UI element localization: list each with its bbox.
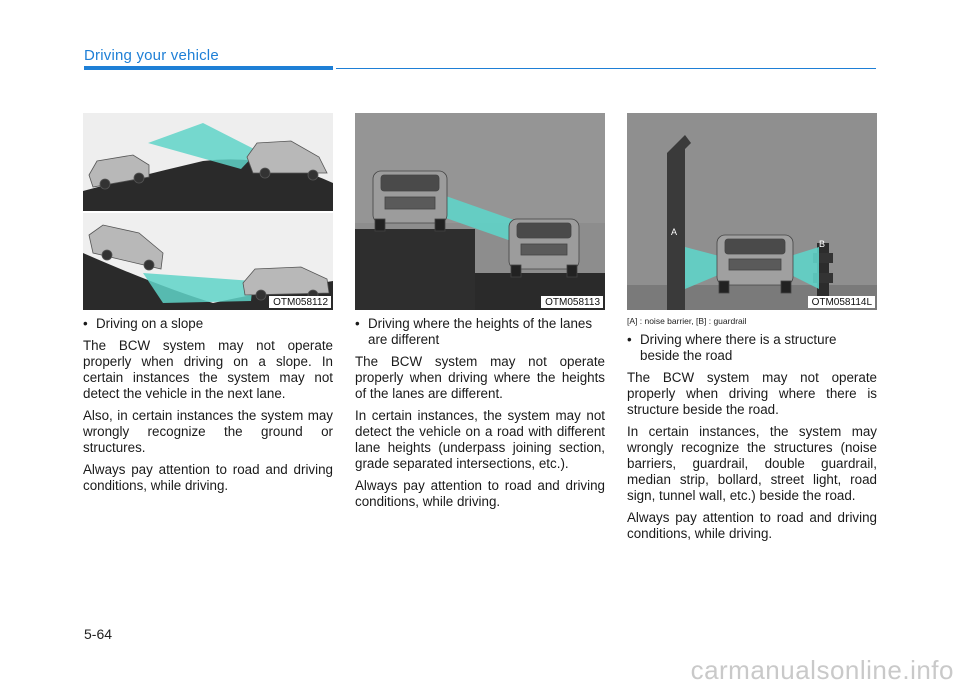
paragraph: Always pay attention to road and driving conditions, while driving. — [355, 478, 605, 509]
figure-lane-heights — [355, 113, 605, 310]
lane-heights-illustration — [355, 113, 605, 310]
figure-code: OTM058112 — [269, 296, 331, 308]
paragraph: Always pay attention to road and driving conditions, while driving. — [83, 462, 333, 493]
watermark: carmanualsonline.info — [690, 655, 954, 685]
paragraph: The BCW system may not operate properly when driving where there is structure beside the road. — [627, 370, 877, 417]
figure-structure — [627, 113, 877, 310]
car-icon-upper — [373, 171, 447, 231]
paragraph: Always pay attention to road and driving conditions, while driving. — [627, 510, 877, 541]
header-rule-thick — [84, 66, 333, 70]
header-rule-thin — [336, 68, 876, 69]
bullet-heading: • Driving where the heights of the lanes are different — [355, 316, 605, 348]
car-icon — [717, 235, 793, 293]
label-a: A — [671, 227, 678, 237]
section-title: Driving your vehicle — [84, 47, 219, 64]
structure-illustration — [627, 113, 877, 310]
figure-slope — [83, 113, 333, 310]
paragraph: The BCW system may not operate properly when driving on a slope. In certain instances the system may not detect the vehicle in the next lane. — [83, 338, 333, 401]
slope-illustration — [83, 113, 333, 310]
bullet-heading: • Driving where there is a structure beside the road — [627, 332, 877, 364]
column-lane-heights — [355, 113, 605, 510]
page-number: 5-64 — [84, 626, 113, 642]
figure-caption: [A] : noise barrier, [B] : guardrail — [627, 316, 747, 326]
column-slope — [83, 113, 333, 494]
figure-code: OTM058114L — [808, 296, 875, 308]
bullet-heading: • Driving on a slope — [83, 316, 333, 332]
label-b: B — [819, 239, 826, 249]
paragraph: In certain instances, the system may wrongly recognize the structures (noise barriers, guardrail, double guardrail, median strip, bollard, street light, road sign, tunnel wall, etc.) beside the road. — [627, 424, 877, 503]
figure-code: OTM058113 — [541, 296, 603, 308]
paragraph: Also, in certain instances the system may wrongly recognize the ground or structures. — [83, 408, 333, 455]
car-icon-lower — [509, 219, 579, 277]
column-structure — [627, 113, 877, 542]
paragraph: In certain instances, the system may not detect the vehicle on a road with different lane heights (underpass joining section, grade separated intersections, etc.). — [355, 408, 605, 471]
paragraph: The BCW system may not operate properly when driving where the heights of the lanes are different. — [355, 354, 605, 401]
